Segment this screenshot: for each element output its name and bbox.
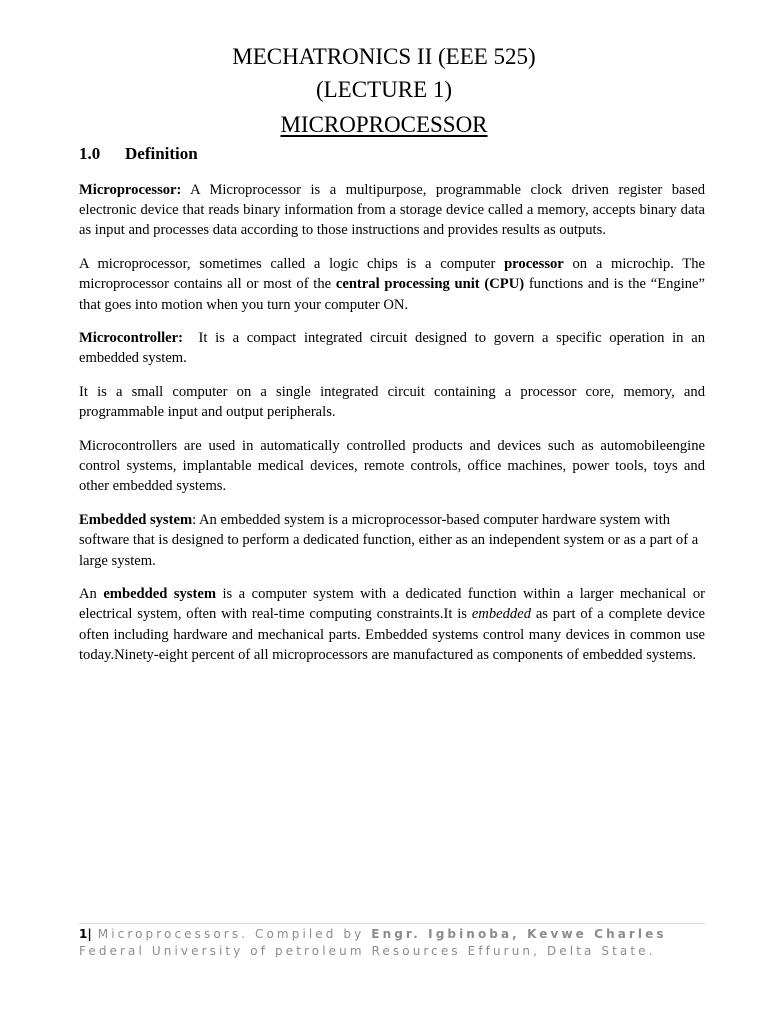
term-embedded-system: Embedded system (79, 512, 193, 529)
italic-text: embedded (471, 606, 531, 623)
lecture-number: (LECTURE 1) (315, 77, 453, 102)
paragraph-text: functions and is the “Engine” that goes into motion when you turn your computer ON. (79, 276, 706, 313)
course-title: MECHATRONICS II (EEE 525) (232, 44, 536, 69)
bold-text: embedded system (103, 586, 216, 603)
paragraph-text: A Microprocessor is a multipurpose, programmable clock driven register based electronic device that reads binary information from a storage device called a memory, accepts binary data as input and processes data according to those instructions and provides results as outputs. (79, 182, 705, 239)
term-microcontroller: Microcontroller: (79, 330, 184, 347)
section-title: Definition (125, 144, 198, 163)
paragraph-text: is a computer system with a dedicated function within a larger mechanical or electrical system, often with real-time computing constraints.It is (79, 586, 705, 623)
paragraph-text: : An embedded system is a microprocessor-based computer hardware system with software that is designed to perform a dedicated function, either as an independent system or as a part of a large system. (79, 512, 699, 569)
section-number: 1.0 (79, 144, 101, 163)
paragraph-text: as part of a complete device often including hardware and mechanical parts. Embedded systems control many devices in common use today.Ninety-eight percent of all microprocessors are manufactured as components of embedded systems. (79, 606, 706, 663)
footer-compiled-text: Microprocessors. Compiled by (97, 927, 372, 941)
bold-text: central processing unit (CPU) (335, 276, 525, 293)
section-heading (79, 143, 198, 165)
paragraph-text: on a microchip. The microprocessor contains all or most of the (79, 256, 705, 293)
paragraph-microcontroller-uses: Microcontrollers are used in automatically controlled products and devices such as automobileengine control systems, implantable medical devices, remote controls, office machines, power tools, toys and other embedded systems. (79, 438, 705, 495)
footer-institution: Federal University of petroleum Resources Effurun, Delta State. (79, 944, 656, 958)
paragraph-microcontroller-definition (79, 328, 709, 368)
paragraph-text: A microprocessor, sometimes called a logic chips is a computer (79, 256, 505, 273)
footer-separator: | (87, 927, 92, 941)
footer-author: Engr. Igbinoba, Kevwe Charles (371, 927, 667, 941)
paragraph-microcontroller-description: It is a small computer on a single integrated circuit containing a processor core, memory, and programmable input and output peripherals. (79, 384, 705, 421)
paragraph-microprocessor-description (79, 254, 705, 315)
paragraph-text: It is a compact integrated circuit designed to govern a specific operation in an embedded system. (79, 330, 709, 367)
paragraph-embedded-description (79, 584, 705, 665)
topic-title: MICROPROCESSOR (280, 112, 488, 137)
paragraph-microprocessor-definition (79, 180, 705, 241)
term-microprocessor: Microprocessor: (79, 182, 182, 198)
document-body (79, 180, 709, 679)
paragraph-embedded-definition (79, 510, 705, 571)
paragraph-text: An (79, 586, 104, 603)
bold-text: processor (504, 256, 564, 273)
page-number: 1 (79, 927, 88, 941)
page-footer (79, 923, 705, 960)
